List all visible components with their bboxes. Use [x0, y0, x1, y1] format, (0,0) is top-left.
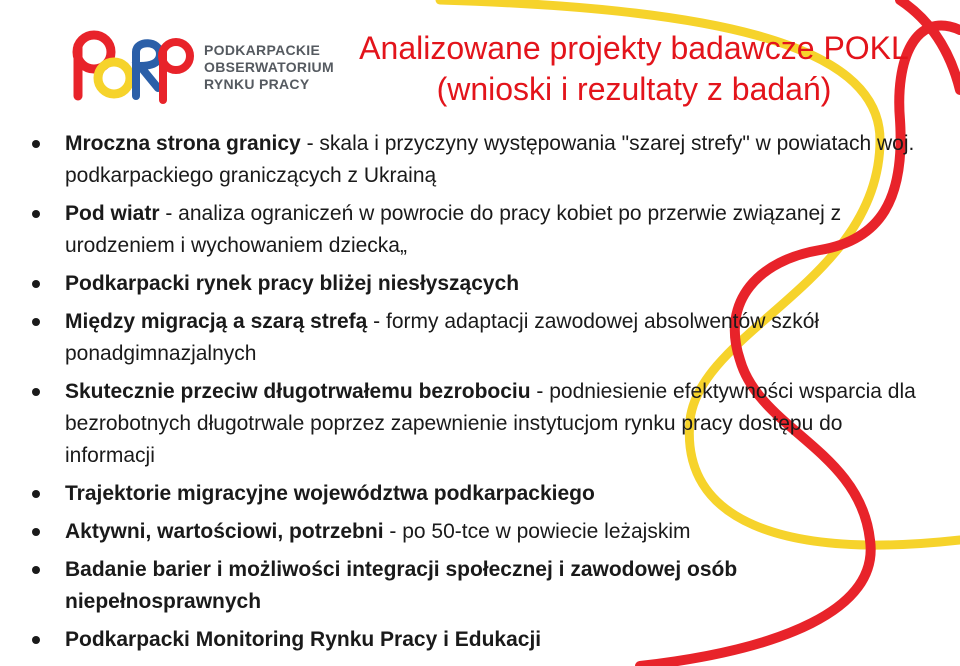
item-description: - podniesienie efektywności wsparcia dla bezrobotnych długotrwale poprzez zapewnienie instytucjom rynku pracy dostępu do informacji: [65, 380, 916, 467]
item-title: Skutecznie przeciw długotrwałemu bezrobociu: [65, 380, 531, 403]
item-title: Między migracją a szarą strefą: [65, 310, 368, 333]
logo: [66, 26, 336, 114]
item-title: Badanie barier i możliwości integracji społecznej i zawodowej osób niepełnosprawnych: [65, 558, 738, 613]
item-description: - skala i przyczyny występowania "szarej strefy" w powiatach woj. podkarpackiego graniczących z Ukrainą: [65, 132, 915, 187]
item-description: - analiza ograniczeń w powrocie do pracy kobiet po przerwie związanej z urodzeniem i wychowaniem dziecka„: [65, 202, 842, 257]
list-item: [32, 554, 932, 618]
slide-title: [334, 28, 934, 110]
item-description: - po 50-tce w powiecie leżajskim: [383, 520, 691, 543]
list-item: [32, 376, 932, 472]
logo-line-1: PODKARPACKIE: [204, 42, 321, 58]
list-item: [32, 478, 932, 510]
list-item: [32, 516, 932, 548]
list-item: [32, 306, 932, 370]
list-item: [32, 268, 932, 300]
title-line-1: Analizowane projekty badawcze POKL: [359, 30, 909, 66]
list-item: [32, 624, 932, 656]
item-title: Mroczna strona granicy: [65, 132, 301, 155]
logo-line-3: RYNKU PRACY: [204, 76, 310, 92]
item-title: Trajektorie migracyjne województwa podkarpackiego: [65, 482, 595, 505]
logo-line-2: OBSERWATORIUM: [204, 59, 334, 75]
logo-text: [204, 42, 334, 93]
title-line-2: (wnioski i rezultaty z badań): [436, 71, 832, 107]
item-title: Podkarpacki Monitoring Rynku Pracy i Edukacji: [65, 628, 542, 651]
item-title: Pod wiatr: [65, 202, 160, 225]
item-title: Aktywni, wartościowi, potrzebni: [65, 520, 384, 543]
item-title: Podkarpacki rynek pracy bliżej niesłyszących: [65, 272, 520, 295]
list-item: [32, 198, 932, 262]
list-item: [32, 128, 932, 192]
porp-logo-mark: [66, 26, 198, 114]
item-description: - formy adaptacji zawodowej absolwentów szkół ponadgimnazjalnych: [65, 310, 820, 365]
project-list: [32, 128, 932, 662]
